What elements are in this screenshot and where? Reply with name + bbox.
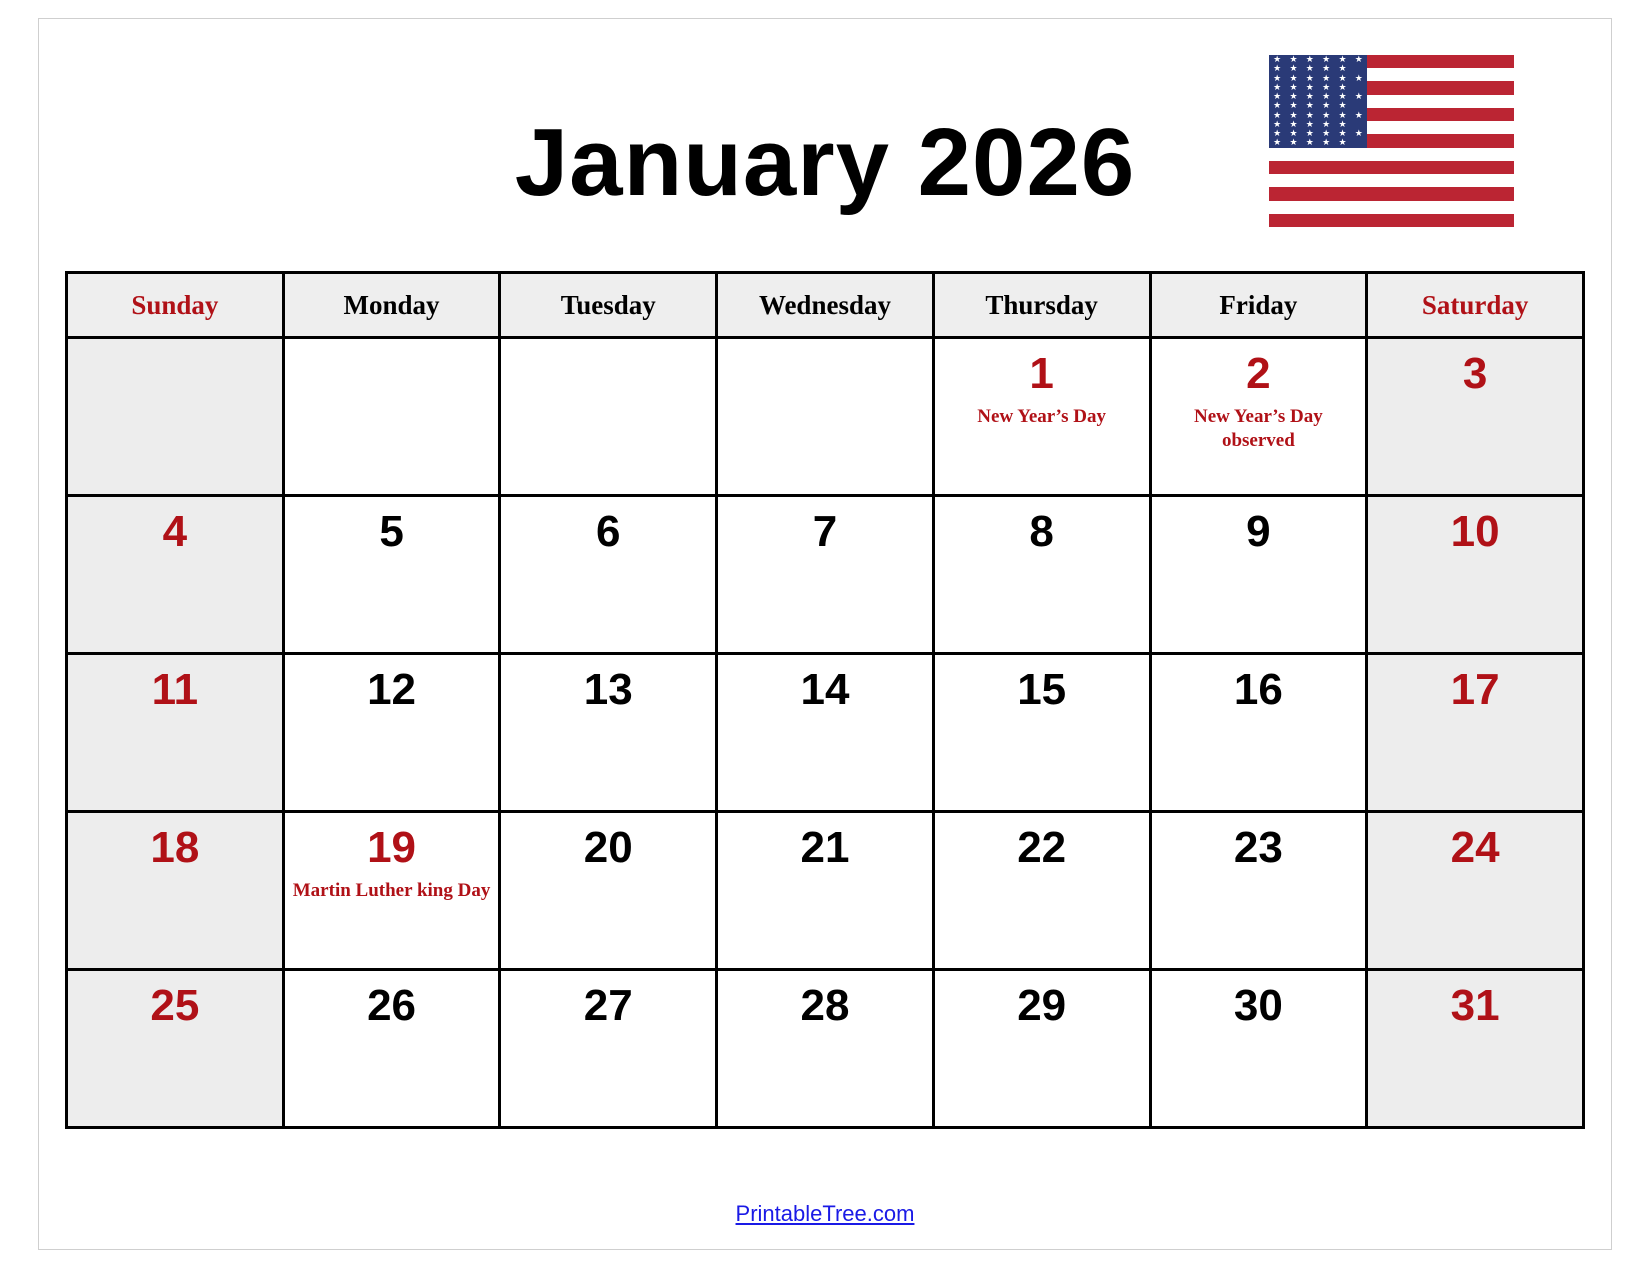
calendar-week-row (67, 812, 1584, 970)
day-cell[interactable] (717, 970, 934, 1128)
day-number: 28 (800, 981, 850, 1030)
day-number: 15 (1017, 665, 1067, 714)
day-number: 27 (583, 981, 633, 1030)
day-cell[interactable] (1150, 338, 1367, 496)
calendar-sheet (38, 18, 1612, 1250)
day-cell[interactable] (1150, 812, 1367, 970)
day-cell[interactable] (1150, 654, 1367, 812)
day-number: 18 (150, 823, 200, 872)
day-number: 14 (800, 665, 850, 714)
day-cell[interactable] (933, 812, 1150, 970)
weekday-header-friday: Friday (1150, 273, 1367, 338)
day-cell[interactable] (933, 496, 1150, 654)
day-number: 26 (367, 981, 417, 1030)
day-cell[interactable] (500, 812, 717, 970)
day-event-label: Martin Luther king Day (292, 880, 491, 902)
day-number: 10 (1450, 507, 1500, 556)
day-number: 31 (1450, 981, 1500, 1030)
day-number: 29 (1017, 981, 1067, 1030)
day-number: 5 (379, 507, 404, 556)
printabletree-link[interactable]: PrintableTree.com (735, 1201, 915, 1226)
day-cell[interactable] (67, 812, 284, 970)
calendar-header (39, 19, 1611, 255)
day-cell[interactable] (283, 654, 500, 812)
day-cell[interactable] (500, 654, 717, 812)
day-cell[interactable] (67, 654, 284, 812)
day-number: 20 (583, 823, 633, 872)
day-cell[interactable] (933, 338, 1150, 496)
calendar-grid (65, 271, 1585, 1129)
day-cell[interactable] (500, 496, 717, 654)
weekday-header-thursday: Thursday (933, 273, 1150, 338)
day-cell[interactable] (1367, 338, 1584, 496)
calendar-week-row (67, 970, 1584, 1128)
flag-canton: ★ ★ ★ ★ ★ ★ ★ ★ ★ ★ ★ ★ ★ ★ ★ ★ ★ ★ ★ ★ ★ ★ ★ ★ ★ ★ ★ ★ ★ ★ ★ ★ ★ ★ ★ ★ ★ ★ ★ ★ ★ ★ ★ ★ ★ ★ ★ ★ ★ ★ ★ ★ ★ ★ ★ (1269, 55, 1367, 148)
day-cell[interactable] (1367, 970, 1584, 1128)
calendar-week-row (67, 654, 1584, 812)
weekday-header-row (67, 273, 1584, 338)
day-number: 12 (367, 665, 417, 714)
day-cell[interactable] (933, 970, 1150, 1128)
day-cell[interactable] (1367, 812, 1584, 970)
day-number: 25 (150, 981, 200, 1030)
day-number: 9 (1246, 507, 1271, 556)
day-number: 6 (596, 507, 621, 556)
day-cell[interactable] (67, 970, 284, 1128)
day-cell[interactable] (67, 338, 284, 496)
footer (39, 1201, 1611, 1227)
day-cell[interactable] (67, 496, 284, 654)
day-number: 30 (1233, 981, 1283, 1030)
day-number: 3 (1462, 349, 1488, 398)
day-cell[interactable] (283, 496, 500, 654)
day-cell[interactable] (717, 654, 934, 812)
day-number: 13 (583, 665, 633, 714)
weekday-header-sunday: Sunday (67, 273, 284, 338)
day-cell[interactable] (500, 338, 717, 496)
day-cell[interactable] (717, 812, 934, 970)
day-number: 16 (1233, 665, 1283, 714)
day-number: 19 (367, 823, 417, 872)
weekday-header-monday: Monday (283, 273, 500, 338)
day-cell[interactable] (500, 970, 717, 1128)
day-number: 1 (1029, 349, 1054, 398)
day-number: 24 (1450, 823, 1500, 872)
day-cell[interactable] (283, 970, 500, 1128)
day-number: 21 (800, 823, 850, 872)
day-number: 2 (1246, 349, 1271, 398)
day-number: 7 (812, 507, 838, 556)
day-cell[interactable] (717, 496, 934, 654)
day-number: 23 (1233, 823, 1283, 872)
weekday-header-saturday: Saturday (1367, 273, 1584, 338)
day-cell[interactable] (933, 654, 1150, 812)
day-number: 4 (162, 507, 188, 556)
weekday-header-wednesday: Wednesday (717, 273, 934, 338)
day-cell[interactable] (283, 338, 500, 496)
day-cell[interactable] (1367, 654, 1584, 812)
calendar-week-row (67, 338, 1584, 496)
day-event-label: New Year’s Day observed (1194, 406, 1323, 451)
day-number: 22 (1017, 823, 1067, 872)
day-number: 11 (151, 665, 199, 714)
day-number: 17 (1450, 665, 1500, 714)
us-flag-icon (1269, 55, 1514, 227)
weekday-header-tuesday: Tuesday (500, 273, 717, 338)
calendar-week-row (67, 496, 1584, 654)
day-cell[interactable] (1150, 496, 1367, 654)
day-cell[interactable] (1367, 496, 1584, 654)
day-event-label: New Year’s Day (977, 406, 1107, 428)
day-number: 8 (1029, 507, 1054, 556)
day-cell[interactable] (1150, 970, 1367, 1128)
page-title: January 2026 (514, 109, 1136, 216)
day-cell[interactable] (283, 812, 500, 970)
day-cell[interactable] (717, 338, 934, 496)
